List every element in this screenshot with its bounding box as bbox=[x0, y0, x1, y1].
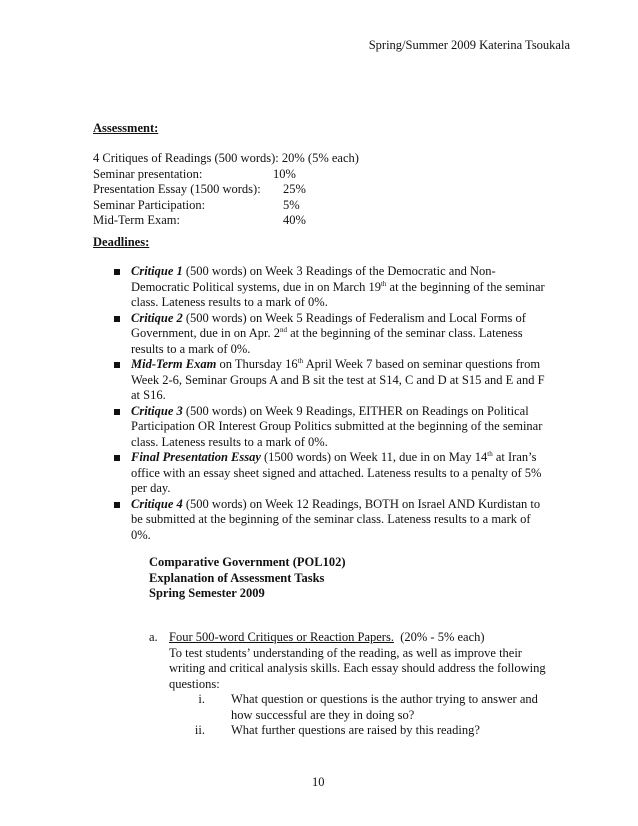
deadline-text: at the beginning of the seminar class. Lateness results to a mark of 0%. bbox=[131, 279, 545, 309]
bullet-square-icon bbox=[114, 502, 120, 508]
deadline-text: April Week 7 based on seminar questions from Week 2-6, Seminar Groups A and B sit the test at S14, C and D at S15 and E and F at S16. bbox=[131, 357, 545, 402]
deadline-item bbox=[112, 404, 552, 451]
deadline-text: (500 words) on Week 3 Readings of the Democratic and Non-Democratic Political systems, due in on March 19 bbox=[131, 264, 496, 294]
section-a-title: Four 500-word Critiques or Reaction Papers. bbox=[169, 630, 394, 644]
deadline-text: (500 words) on Week 5 Readings of Federalism and Local Forms of Government, due in on Apr. 2 bbox=[131, 310, 526, 340]
assessment-row-value: 40% bbox=[283, 213, 306, 227]
assessment-row-label: Seminar Participation: bbox=[93, 197, 206, 212]
course-heading bbox=[149, 555, 346, 602]
deadline-text: (1500 words) on Week 11, due in on May 14 bbox=[260, 450, 488, 464]
deadlines-heading: Deadlines: bbox=[93, 235, 150, 249]
assessment-table bbox=[93, 151, 359, 229]
assessment-row bbox=[93, 213, 333, 229]
deadline-item bbox=[112, 357, 552, 404]
deadlines-list bbox=[112, 264, 552, 543]
bullet-square-icon bbox=[114, 362, 120, 368]
bullet-square-icon bbox=[114, 269, 120, 275]
deadline-item bbox=[112, 497, 552, 544]
deadline-title: Mid-Term Exam bbox=[131, 357, 217, 371]
bullet-square-icon bbox=[114, 316, 120, 322]
question-item bbox=[169, 723, 549, 739]
question-text: What further questions are raised by this reading? bbox=[231, 723, 480, 737]
page-header: Spring/Summer 2009 Katerina Tsoukala bbox=[368, 38, 570, 52]
assessment-row-label: Mid-Term Exam: bbox=[93, 213, 180, 227]
course-title: Comparative Government (POL102) bbox=[149, 555, 346, 569]
section-a-weight: (20% - 5% each) bbox=[393, 630, 485, 644]
assessment-row-label: 4 Critiques of Readings (500 words): 20% (5% each) bbox=[93, 151, 359, 165]
assessment-row bbox=[93, 198, 333, 214]
deadline-title: Critique 2 bbox=[131, 310, 183, 325]
deadline-title: Critique 3 bbox=[131, 403, 183, 418]
assessment-row-value: 10% bbox=[273, 166, 296, 181]
question-number: i. bbox=[198, 692, 205, 706]
deadline-text: at the beginning of the seminar class. Lateness results to a mark of 0%. bbox=[131, 326, 523, 356]
course-subtitle: Explanation of Assessment Tasks bbox=[149, 570, 325, 585]
deadline-item bbox=[112, 264, 552, 311]
deadline-text: at Iran’s office with an essay sheet signed and attached. Lateness results to a penalty of 5% per day. bbox=[131, 450, 542, 495]
assessment-row bbox=[93, 182, 333, 198]
deadline-text: (500 words) on Week 12 Readings, BOTH on Israel AND Kurdistan to be submitted at the beginning of the seminar class. Lateness results to a mark of 0%. bbox=[131, 496, 541, 542]
deadline-item bbox=[112, 311, 552, 358]
question-text: What question or questions is the author trying to answer and how successful are they in doing so? bbox=[231, 692, 538, 722]
ordinal-suffix: nd bbox=[279, 326, 287, 334]
section-a bbox=[149, 630, 549, 739]
question-list bbox=[149, 692, 549, 739]
assessment-row-value: 5% bbox=[283, 197, 300, 212]
ordinal-suffix: th bbox=[380, 279, 387, 288]
deadline-title: Final Presentation Essay bbox=[131, 450, 261, 464]
question-number: ii. bbox=[194, 723, 205, 737]
section-a-heading bbox=[149, 630, 549, 646]
assessment-row bbox=[93, 151, 359, 167]
course-semester: Spring Semester 2009 bbox=[149, 586, 265, 600]
ordinal-suffix: th bbox=[297, 357, 304, 365]
deadline-text: on Thursday 16 bbox=[216, 357, 298, 371]
assessment-row bbox=[93, 167, 333, 183]
assessment-heading: Assessment: bbox=[93, 121, 159, 135]
deadline-title: Critique 4 bbox=[131, 496, 183, 511]
section-a-body: To test students’ understanding of the reading, as well as improve their writing and critical analysis skills. Each essay should address the following questions: bbox=[169, 645, 546, 691]
deadline-title: Critique 1 bbox=[131, 264, 183, 278]
ordinal-suffix: th bbox=[487, 450, 493, 458]
deadline-item bbox=[112, 450, 552, 497]
question-item bbox=[169, 692, 549, 723]
page-number: 10 bbox=[312, 775, 325, 789]
assessment-row-label: Presentation Essay (1500 words): bbox=[93, 182, 261, 196]
bullet-square-icon bbox=[114, 455, 120, 461]
deadline-text: (500 words) on Week 9 Readings, EITHER on Readings on Political Participation OR Interest Group Politics submitted at the beginning of the seminar class. Lateness results to a mark of 0%. bbox=[131, 403, 543, 449]
assessment-row-value: 25% bbox=[283, 182, 306, 196]
bullet-square-icon bbox=[114, 409, 120, 415]
section-a-marker: a. bbox=[149, 630, 158, 644]
assessment-row-label: Seminar presentation: bbox=[93, 166, 203, 181]
